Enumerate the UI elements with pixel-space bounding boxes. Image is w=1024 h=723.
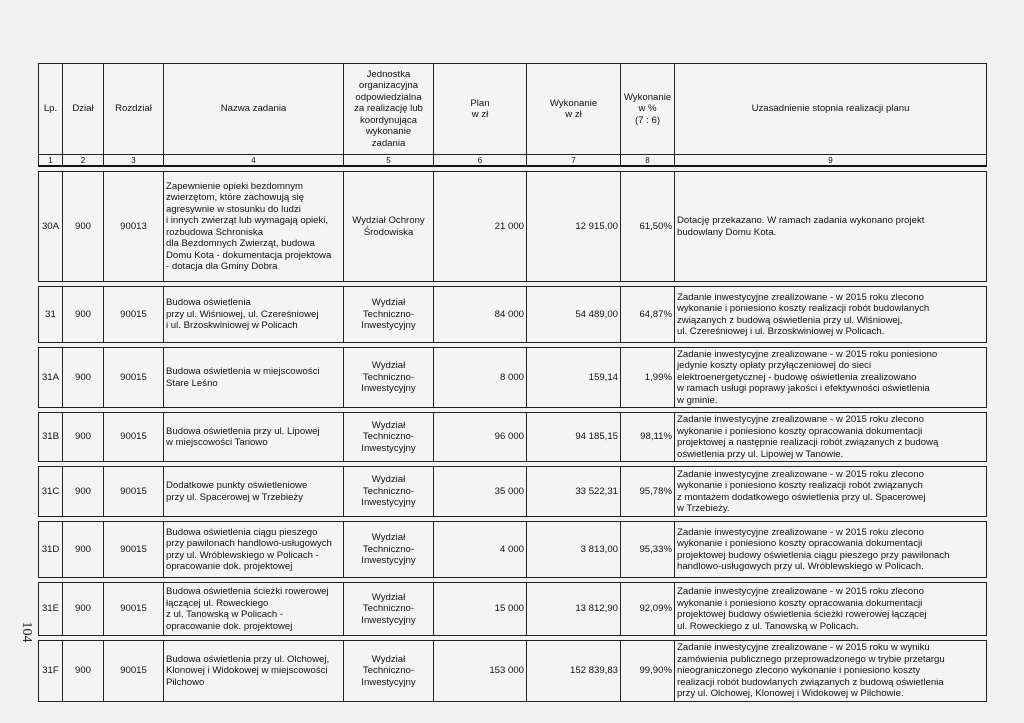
- cell-jednostka: Wydział Techniczno- Inwestycyjny: [344, 348, 434, 408]
- column-number: 4: [164, 155, 344, 167]
- cell-jednostka: Wydział Techniczno- Inwestycyjny: [344, 641, 434, 702]
- cell-uzasadnienie: Zadanie inwestycyjne zrealizowane - w 2015 roku zlecono wykonanie i poniesiono koszty realizacji robót budowlanych związanych z budową oświetlenia przy ul. Wiśniowej, ul. Czereśniowej i ul. Brzoskwiniowej w Policach.: [675, 287, 987, 343]
- cell-rozdzial: 90015: [104, 287, 164, 343]
- cell-dzial: 900: [63, 641, 104, 702]
- table-row: [39, 172, 987, 282]
- column-number: 1: [39, 155, 63, 167]
- cell-wykonanie-procent: 95,33%: [621, 522, 675, 578]
- cell-uzasadnienie: Zadanie inwestycyjne zrealizowane - w 2015 roku zlecono wykonanie i poniesiono koszty opracowania dokumentacji projektowej a następnie realizacji robót związanych z budową oświetlenia przy ul. Lipowej w Tanowie.: [675, 413, 987, 462]
- cell-uzasadnienie: Zadanie inwestycyjne zrealizowane - w 2015 roku w wyniku zamówienia publicznego przeprowadzonego w trybie przetargu nieograniczonego zlecono wykonanie i poniesiono koszty realizacji robót budowlanych związanych z budową oświetlenia przy ul. Olchowej, Klonowej i Widokowej w Pilchowie.: [675, 641, 987, 702]
- table-header-row: [39, 64, 987, 155]
- cell-nazwa-zadania: Budowa oświetlenia ciągu pieszego przy pawilonach handlowo-usługowych przy ul. Wróblewskiego w Policach - opracowanie dok. projektowej: [164, 522, 344, 578]
- table-row: [39, 583, 987, 636]
- cell-dzial: 900: [63, 172, 104, 282]
- cell-uzasadnienie: Zadanie inwestycyjne zrealizowane - w 2015 roku zlecono wykonanie i poniesiono koszty opracowania dokumentacji projektowej budowy oświetlenia ciągu pieszego przy pawilonach handlowo-usługowych przy ul. Wróblewskiego w Policach.: [675, 522, 987, 578]
- column-number: 6: [434, 155, 527, 167]
- cell-wykonanie: 159,14: [527, 348, 621, 408]
- cell-dzial: 900: [63, 413, 104, 462]
- column-number: 7: [527, 155, 621, 167]
- cell-lp: 31F: [39, 641, 63, 702]
- column-number: 3: [104, 155, 164, 167]
- cell-nazwa-zadania: Budowa oświetlenia przy ul. Lipowej w miejscowości Tanowo: [164, 413, 344, 462]
- cell-wykonanie: 33 522,31: [527, 467, 621, 517]
- table-row: [39, 467, 987, 517]
- cell-wykonanie-procent: 98,11%: [621, 413, 675, 462]
- cell-uzasadnienie: Zadanie inwestycyjne zrealizowane - w 2015 roku zlecono wykonanie i poniesiono koszty opracowania dokumentacji projektowej budowy oświetlenia ścieżki rowerowej łączącej ul. Roweckiego z ul. Tanowską w Policach.: [675, 583, 987, 636]
- cell-dzial: 900: [63, 522, 104, 578]
- cell-nazwa-zadania: Zapewnienie opieki bezdomnym zwierzętom, które zachowują się agresywnie w stosunku do ludzi i innych zwierząt lub wymagają opieki, rozbudowa Schroniska dla Bezdomnych Zwierząt, budowa Domu Kota - dokumentacja projektowa - dotacja dla Gminy Dobra: [164, 172, 344, 282]
- cell-rozdzial: 90015: [104, 522, 164, 578]
- header-rozdzial: Rozdział: [104, 64, 164, 155]
- cell-uzasadnienie: Zadanie inwestycyjne zrealizowane - w 2015 roku poniesiono jedynie koszty opłaty przyłączeniowej do sieci elektroenergetycznej - budowę oświetlenia zrealizowano w ramach usługi poprawy jakości i efektywności oświetlenia w gminie.: [675, 348, 987, 408]
- table-body: [39, 166, 987, 702]
- cell-jednostka: Wydział Techniczno- Inwestycyjny: [344, 413, 434, 462]
- cell-dzial: 900: [63, 287, 104, 343]
- cell-nazwa-zadania: Budowa oświetlenia przy ul. Olchowej, Klonowej i Widokowej w miejscowości Pilchowo: [164, 641, 344, 702]
- column-number: 2: [63, 155, 104, 167]
- cell-wykonanie: 152 839,83: [527, 641, 621, 702]
- cell-jednostka: Wydział Techniczno- Inwestycyjny: [344, 287, 434, 343]
- cell-wykonanie-procent: 99,90%: [621, 641, 675, 702]
- header-plan: Plan w zł: [434, 64, 527, 155]
- header-wykonanie: Wykonanie w zł: [527, 64, 621, 155]
- cell-plan: 4 000: [434, 522, 527, 578]
- cell-plan: 8 000: [434, 348, 527, 408]
- table-row: [39, 287, 987, 343]
- table-row: [39, 522, 987, 578]
- cell-lp: 31A: [39, 348, 63, 408]
- cell-plan: 21 000: [434, 172, 527, 282]
- cell-uzasadnienie: Dotację przekazano. W ramach zadania wykonano projekt budowlany Domu Kota.: [675, 172, 987, 282]
- page-number: 104: [19, 621, 34, 643]
- table-row: [39, 641, 987, 702]
- cell-rozdzial: 90015: [104, 413, 164, 462]
- cell-plan: 153 000: [434, 641, 527, 702]
- cell-nazwa-zadania: Budowa oświetlenia przy ul. Wiśniowej, ul. Czereśniowej i ul. Brzoskwiniowej w Policach: [164, 287, 344, 343]
- column-number-row: [39, 155, 987, 167]
- header-uzasadnienie: Uzasadnienie stopnia realizacji planu: [675, 64, 987, 155]
- cell-plan: 15 000: [434, 583, 527, 636]
- cell-nazwa-zadania: Budowa oświetlenia ścieżki rowerowej łączącej ul. Roweckiego z ul. Tanowską w Policach - opracowanie dok. projektowej: [164, 583, 344, 636]
- table-row: [39, 348, 987, 408]
- cell-lp: 30A: [39, 172, 63, 282]
- cell-wykonanie: 3 813,00: [527, 522, 621, 578]
- cell-jednostka: Wydział Techniczno- Inwestycyjny: [344, 522, 434, 578]
- cell-wykonanie: 13 812,90: [527, 583, 621, 636]
- cell-wykonanie: 54 489,00: [527, 287, 621, 343]
- header-lp: Lp.: [39, 64, 63, 155]
- cell-uzasadnienie: Zadanie inwestycyjne zrealizowane - w 2015 roku zlecono wykonanie i poniesiono koszty realizacji robót związanych z montażem dodatkowego oświetlenia przy ul. Spacerowej w Trzebieży.: [675, 467, 987, 517]
- cell-jednostka: Wydział Ochrony Środowiska: [344, 172, 434, 282]
- cell-wykonanie: 94 185,15: [527, 413, 621, 462]
- cell-jednostka: Wydział Techniczno- Inwestycyjny: [344, 467, 434, 517]
- cell-rozdzial: 90013: [104, 172, 164, 282]
- cell-lp: 31B: [39, 413, 63, 462]
- column-number: 9: [675, 155, 987, 167]
- cell-lp: 31E: [39, 583, 63, 636]
- cell-nazwa-zadania: Dodatkowe punkty oświetleniowe przy ul. Spacerowej w Trzebieży: [164, 467, 344, 517]
- header-wykonanie-procent: Wykonanie w % (7 : 6): [621, 64, 675, 155]
- cell-nazwa-zadania: Budowa oświetlenia w miejscowości Stare Leśno: [164, 348, 344, 408]
- cell-dzial: 900: [63, 583, 104, 636]
- cell-rozdzial: 90015: [104, 641, 164, 702]
- header-dzial: Dział: [63, 64, 104, 155]
- cell-jednostka: Wydział Techniczno- Inwestycyjny: [344, 583, 434, 636]
- budget-execution-table: [38, 63, 987, 702]
- table-row: [39, 413, 987, 462]
- header-nazwa-zadania: Nazwa zadania: [164, 64, 344, 155]
- cell-plan: 35 000: [434, 467, 527, 517]
- cell-plan: 84 000: [434, 287, 527, 343]
- cell-rozdzial: 90015: [104, 467, 164, 517]
- header-jednostka: Jednostka organizacyjna odpowiedzialna za realizację lub koordynująca wykonanie zadania: [344, 64, 434, 155]
- cell-wykonanie-procent: 92,09%: [621, 583, 675, 636]
- cell-wykonanie-procent: 95,78%: [621, 467, 675, 517]
- cell-wykonanie-procent: 1,99%: [621, 348, 675, 408]
- cell-lp: 31C: [39, 467, 63, 517]
- cell-lp: 31D: [39, 522, 63, 578]
- cell-dzial: 900: [63, 467, 104, 517]
- cell-lp: 31: [39, 287, 63, 343]
- column-number: 8: [621, 155, 675, 167]
- cell-wykonanie: 12 915,00: [527, 172, 621, 282]
- cell-wykonanie-procent: 64,87%: [621, 287, 675, 343]
- column-number: 5: [344, 155, 434, 167]
- cell-rozdzial: 90015: [104, 348, 164, 408]
- cell-rozdzial: 90015: [104, 583, 164, 636]
- cell-dzial: 900: [63, 348, 104, 408]
- cell-plan: 96 000: [434, 413, 527, 462]
- cell-wykonanie-procent: 61,50%: [621, 172, 675, 282]
